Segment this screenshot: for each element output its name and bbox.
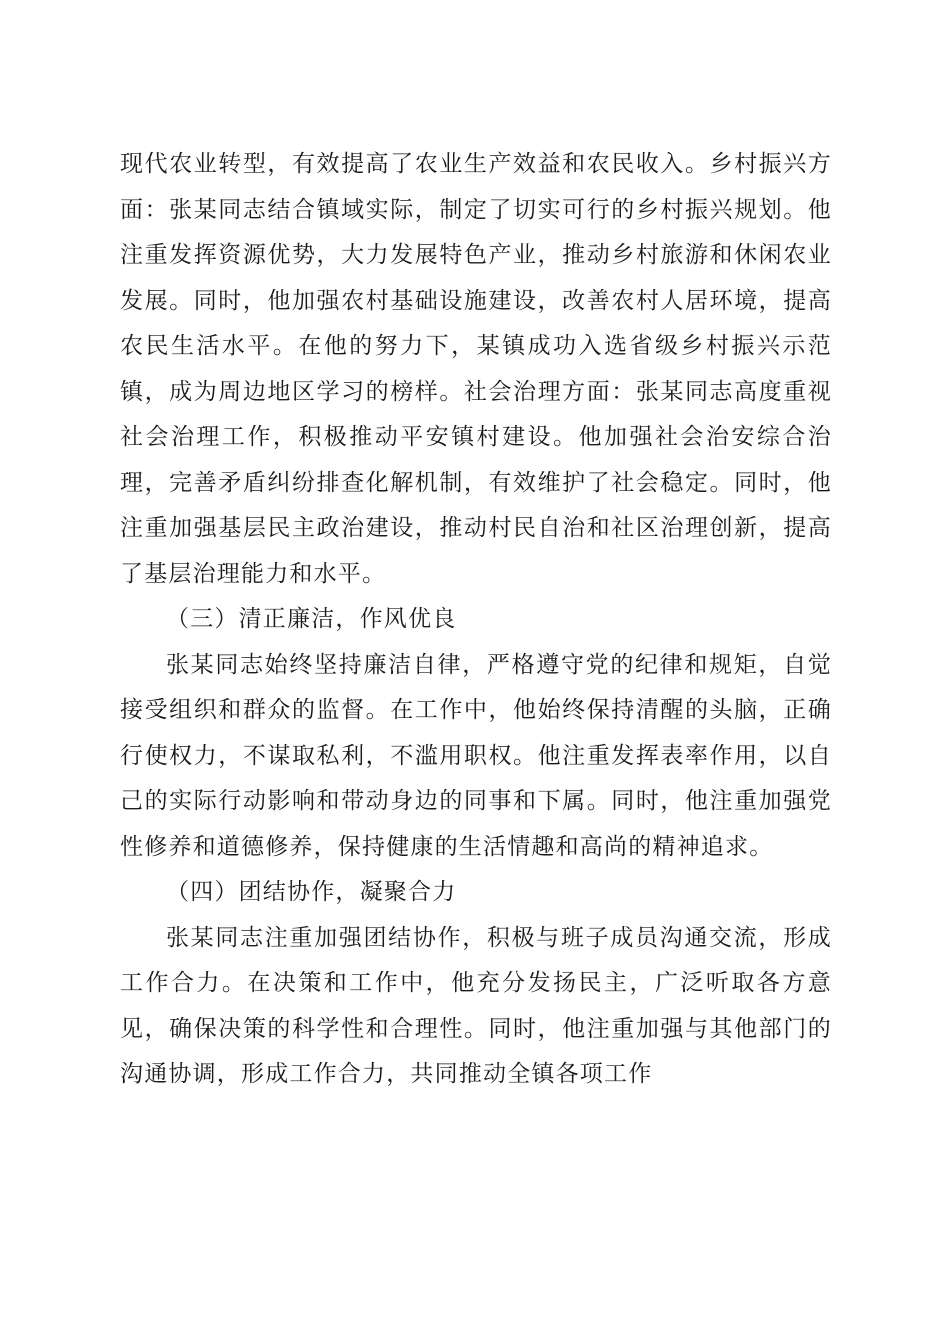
section-heading-4: （四）团结协作，凝聚合力 — [166, 879, 457, 905]
document-body — [120, 142, 832, 1098]
section-body-4: 张某同志注重加强团结协作，积极与班子成员沟通交流，形成工作合力。在决策和工作中，他充分发扬民主，广泛听取各方意见，确保决策的科学性和合理性。同时，他注重加强与其他部门的沟通协调，形成工作合力，共同推动全镇各项工作 — [120, 924, 832, 1087]
section-body-3: 张某同志始终坚持廉洁自律，严格遵守党的纪律和规矩，自觉接受组织和群众的监督。在工作中，他始终保持清醒的头脑，正确行使权力，不谋取私利，不滥用职权。他注重发挥表率作用，以自己的实际行动影响和带动身边的同事和下属。同时，他注重加强党性修养和道德修养，保持健康的生活情趣和高尚的精神追求。 — [120, 651, 832, 860]
paragraph-continued: 现代农业转型，有效提高了农业生产效益和农民收入。乡村振兴方面：张某同志结合镇域实际，制定了切实可行的乡村振兴规划。他注重发挥资源优势，大力发展特色产业，推动乡村旅游和休闲农业发展。同时，他加强农村基础设施建设，改善农村人居环境，提高农民生活水平。在他的努力下，某镇成功入选省级乡村振兴示范镇，成为周边地区学习的榜样。社会治理方面：张某同志高度重视社会治理工作，积极推动平安镇村建设。他加强社会治安综合治理，完善矛盾纠纷排查化解机制，有效维护了社会稳定。同时，他注重加强基层民主政治建设，推动村民自治和社区治理创新，提高了基层治理能力和水平。 — [120, 151, 832, 587]
section-heading-3: （三）清正廉洁，作风优良 — [166, 606, 457, 632]
